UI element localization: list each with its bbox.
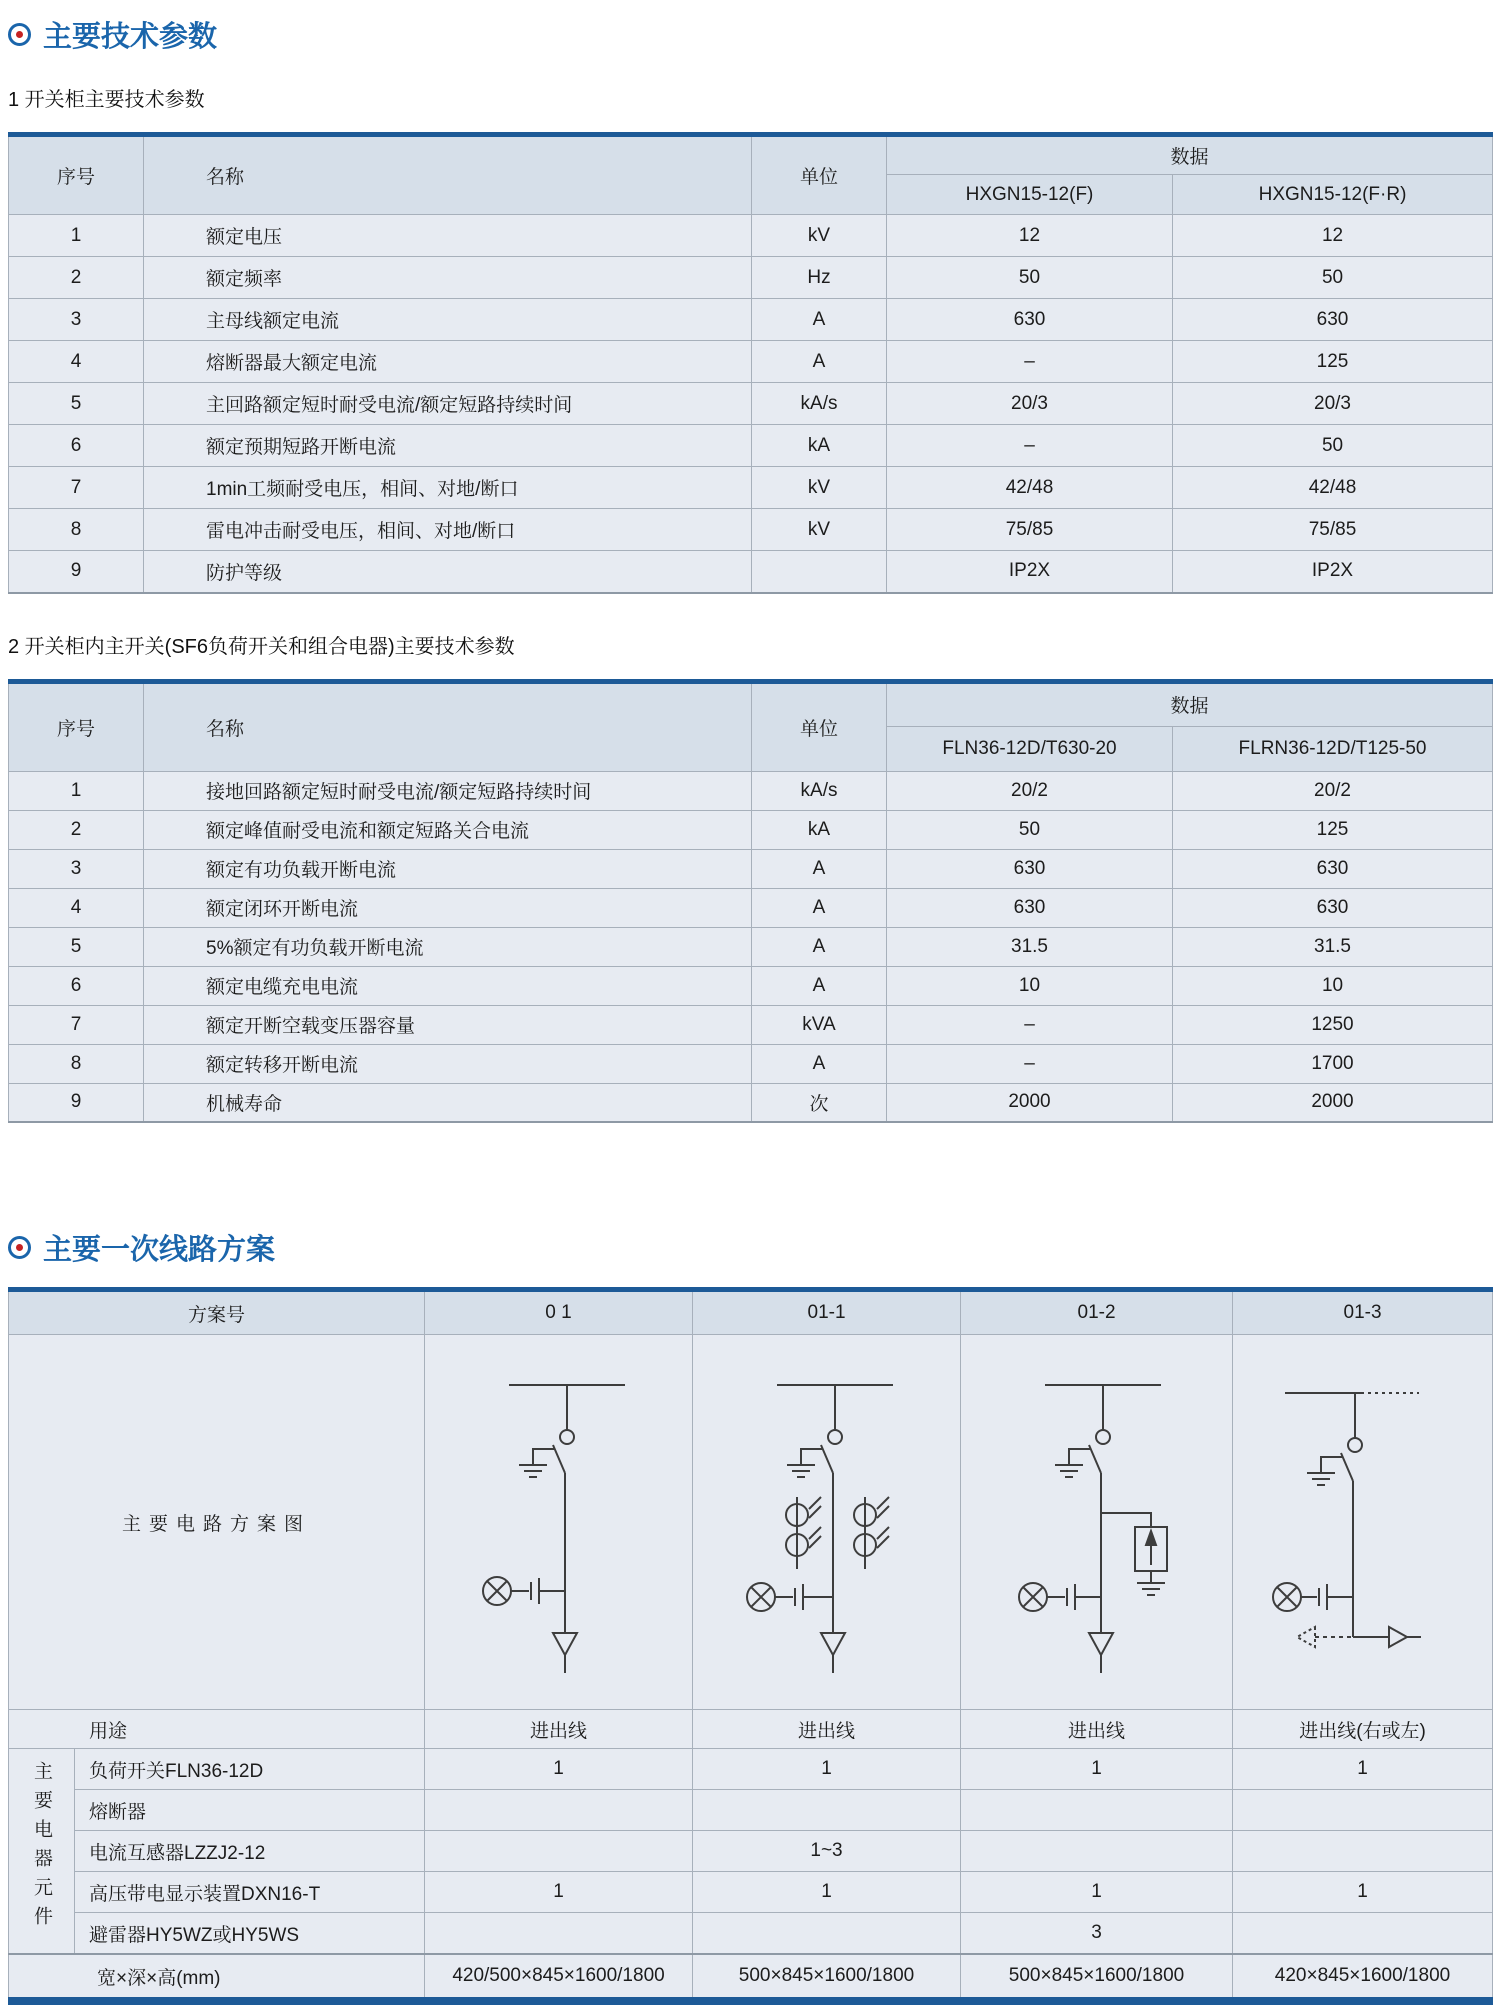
row-value-2: 125 <box>1173 341 1493 383</box>
row-value-1: 50 <box>887 257 1173 299</box>
row-name: 熔断器最大额定电流 <box>144 341 752 383</box>
table-row <box>9 257 1493 299</box>
diagram-cell-01-2 <box>961 1335 1233 1710</box>
component-qty: 1 <box>425 1872 693 1913</box>
earth-switch-symbol <box>1307 1457 1342 1485</box>
table1-caption: 1 开关柜主要技术参数 <box>8 89 205 111</box>
usage-value: 进出线 <box>961 1710 1233 1749</box>
outgoing-arrow <box>553 1633 577 1673</box>
table2-header-model1: FLN36-12D/T630-20 <box>887 726 1173 771</box>
component-qty: 3 <box>961 1913 1233 1955</box>
row-value-2: 2000 <box>1173 1083 1493 1122</box>
row-name: 主回路额定短时耐受电流/额定短路持续时间 <box>144 383 752 425</box>
row-unit: kV <box>752 467 887 509</box>
load-switch-symbol <box>821 1430 842 1473</box>
voltage-indicator-symbol <box>483 1577 565 1605</box>
table-row <box>9 467 1493 509</box>
usage-value: 进出线 <box>693 1710 961 1749</box>
circuit-diagram-01-1 <box>693 1335 961 1709</box>
row-value-1: 630 <box>887 849 1173 888</box>
row-no: 3 <box>9 299 144 341</box>
row-value-1: – <box>887 1044 1173 1083</box>
scheme-col-01-3: 01-3 <box>1233 1290 1493 1335</box>
row-unit: 次 <box>752 1083 887 1122</box>
row-value-1: 630 <box>887 888 1173 927</box>
section-title-text: 主要技术参数 <box>43 21 218 53</box>
component-qty: 1~3 <box>693 1831 961 1872</box>
earth-switch-symbol <box>519 1449 554 1477</box>
row-no: 9 <box>9 1083 144 1122</box>
row-value-1: 75/85 <box>887 509 1173 551</box>
row-value-2: 12 <box>1173 215 1493 257</box>
switchgear-params-table <box>8 132 1493 594</box>
dimensions-value: 500×845×1600/1800 <box>693 1954 961 2001</box>
row-value-2: 630 <box>1173 849 1493 888</box>
table-row <box>9 341 1493 383</box>
row-no: 5 <box>9 927 144 966</box>
row-value-1: 50 <box>887 810 1173 849</box>
section-title-tech-params <box>8 0 1492 55</box>
row-value-1: 20/2 <box>887 771 1173 810</box>
row-name: 额定有功负载开断电流 <box>144 849 752 888</box>
row-value-1: 10 <box>887 966 1173 1005</box>
row-unit: A <box>752 341 887 383</box>
row-no: 9 <box>9 551 144 593</box>
dimensions-value: 500×845×1600/1800 <box>961 1954 1233 2001</box>
diagram-row <box>9 1335 1493 1710</box>
row-unit: A <box>752 299 887 341</box>
row-no: 6 <box>9 425 144 467</box>
row-value-2: 1700 <box>1173 1044 1493 1083</box>
component-qty <box>961 1831 1233 1872</box>
row-no: 2 <box>9 810 144 849</box>
component-row <box>9 1831 1493 1872</box>
row-value-2: 20/3 <box>1173 383 1493 425</box>
row-no: 4 <box>9 888 144 927</box>
table-row <box>9 1044 1493 1083</box>
row-value-1: IP2X <box>887 551 1173 593</box>
table-row <box>9 810 1493 849</box>
row-value-2: 10 <box>1173 966 1493 1005</box>
scheme-col-01-2: 01-2 <box>961 1290 1233 1335</box>
table1-header-model2: HXGN15-12(F·R) <box>1173 175 1493 215</box>
load-switch-symbol <box>1341 1438 1362 1481</box>
table1-header-name: 名称 <box>144 135 752 215</box>
row-unit: kV <box>752 215 887 257</box>
row-no: 8 <box>9 1044 144 1083</box>
dimensions-label: 宽×深×高(mm) <box>9 1954 425 2001</box>
voltage-indicator-symbol <box>747 1583 833 1611</box>
row-name: 1min工频耐受电压，相间、对地/断口 <box>144 467 752 509</box>
table1-header-no: 序号 <box>9 135 144 215</box>
bullet-dot <box>16 31 23 38</box>
component-row <box>9 1913 1493 1955</box>
row-name: 5%额定有功负载开断电流 <box>144 927 752 966</box>
row-unit <box>752 551 887 593</box>
table-row <box>9 551 1493 593</box>
row-unit: kA/s <box>752 383 887 425</box>
usage-row <box>9 1710 1493 1749</box>
diagram-cell-01-1 <box>693 1335 961 1710</box>
table-row <box>9 927 1493 966</box>
bullet-dot <box>16 1244 23 1251</box>
component-qty: 1 <box>1233 1872 1493 1913</box>
row-unit: A <box>752 1044 887 1083</box>
row-name: 防护等级 <box>144 551 752 593</box>
usage-value: 进出线(右或左) <box>1233 1710 1493 1749</box>
row-value-2: 630 <box>1173 888 1493 927</box>
component-name: 电流互感器LZZJ2-12 <box>75 1831 425 1872</box>
row-no: 8 <box>9 509 144 551</box>
row-value-2: 125 <box>1173 810 1493 849</box>
row-name: 额定峰值耐受电流和额定短路关合电流 <box>144 810 752 849</box>
row-value-2: 50 <box>1173 425 1493 467</box>
row-no: 4 <box>9 341 144 383</box>
earth-switch-symbol <box>787 1449 822 1477</box>
table-row <box>9 509 1493 551</box>
component-qty <box>1233 1790 1493 1831</box>
table2-header-model2: FLRN36-12D/T125-50 <box>1173 726 1493 771</box>
circuit-diagram-01-3 <box>1233 1335 1493 1709</box>
table2-header-data: 数据 <box>887 681 1493 726</box>
row-value-1: – <box>887 425 1173 467</box>
row-unit: kA <box>752 425 887 467</box>
diagram-cell-01 <box>425 1335 693 1710</box>
component-qty <box>693 1790 961 1831</box>
scheme-col-01-1: 01-1 <box>693 1290 961 1335</box>
row-unit: Hz <box>752 257 887 299</box>
row-unit: kVA <box>752 1005 887 1044</box>
table-header-row <box>9 681 1493 726</box>
row-value-2: 630 <box>1173 299 1493 341</box>
row-unit: kV <box>752 509 887 551</box>
row-no: 2 <box>9 257 144 299</box>
component-qty: 1 <box>693 1872 961 1913</box>
component-row <box>9 1749 1493 1790</box>
component-qty: 1 <box>961 1872 1233 1913</box>
dimensions-value: 420×845×1600/1800 <box>1233 1954 1493 2001</box>
row-value-1: 42/48 <box>887 467 1173 509</box>
primary-scheme-table <box>8 1287 1493 2005</box>
table-row <box>9 1083 1493 1122</box>
row-value-1: 630 <box>887 299 1173 341</box>
diagram-cell-01-3 <box>1233 1335 1493 1710</box>
component-qty <box>1233 1831 1493 1872</box>
target-bullet-icon <box>8 1236 31 1259</box>
row-name: 额定频率 <box>144 257 752 299</box>
row-value-1: 2000 <box>887 1083 1173 1122</box>
table2-header-unit: 单位 <box>752 681 887 771</box>
component-qty <box>1233 1913 1493 1955</box>
component-row <box>9 1872 1493 1913</box>
row-unit: A <box>752 888 887 927</box>
table1-header-data: 数据 <box>887 135 1493 175</box>
section-title-primary-schemes <box>8 1227 1492 1268</box>
row-no: 6 <box>9 966 144 1005</box>
row-no: 7 <box>9 1005 144 1044</box>
row-no: 7 <box>9 467 144 509</box>
row-name: 雷电冲击耐受电压，相间、对地/断口 <box>144 509 752 551</box>
component-name: 负荷开关FLN36-12D <box>75 1749 425 1790</box>
table-row <box>9 849 1493 888</box>
row-value-1: 12 <box>887 215 1173 257</box>
row-unit: A <box>752 927 887 966</box>
component-qty <box>425 1831 693 1872</box>
table-row <box>9 215 1493 257</box>
table2-caption: 2 开关柜内主开关(SF6负荷开关和组合电器)主要技术参数 <box>8 635 515 658</box>
main-switch-params-table <box>8 679 1493 1124</box>
component-name: 高压带电显示装置DXN16-T <box>75 1872 425 1913</box>
table-row <box>9 299 1493 341</box>
outgoing-arrow-left-right <box>1297 1627 1421 1647</box>
component-qty <box>425 1913 693 1955</box>
row-value-2: 20/2 <box>1173 771 1493 810</box>
component-qty: 1 <box>961 1749 1233 1790</box>
scheme-no-label: 方案号 <box>9 1290 425 1335</box>
load-switch-symbol <box>1089 1430 1110 1473</box>
load-switch-symbol <box>553 1430 574 1473</box>
component-qty <box>693 1913 961 1955</box>
circuit-diagram-01 <box>425 1335 693 1709</box>
row-value-1: – <box>887 341 1173 383</box>
row-no: 1 <box>9 771 144 810</box>
row-value-2: IP2X <box>1173 551 1493 593</box>
busbar <box>1285 1393 1419 1438</box>
outgoing-arrow <box>821 1633 845 1673</box>
busbar <box>509 1385 625 1430</box>
usage-value: 进出线 <box>425 1710 693 1749</box>
row-no: 3 <box>9 849 144 888</box>
table-row <box>9 888 1493 927</box>
row-value-2: 42/48 <box>1173 467 1493 509</box>
diagram-row-label: 主要电路方案图 <box>9 1335 425 1710</box>
component-name: 避雷器HY5WZ或HY5WS <box>75 1913 425 1955</box>
earth-switch-symbol <box>1055 1449 1090 1477</box>
row-name: 额定开断空载变压器容量 <box>144 1005 752 1044</box>
current-transformer-right <box>854 1497 889 1569</box>
row-unit: A <box>752 849 887 888</box>
table-row <box>9 383 1493 425</box>
row-value-1: 20/3 <box>887 383 1173 425</box>
row-value-1: – <box>887 1005 1173 1044</box>
row-unit: kA/s <box>752 771 887 810</box>
row-name: 额定电压 <box>144 215 752 257</box>
target-bullet-icon <box>8 23 31 46</box>
circuit-diagram-01-2 <box>961 1335 1233 1709</box>
busbar <box>777 1385 893 1430</box>
dimensions-row <box>9 1954 1493 2001</box>
table-row <box>9 425 1493 467</box>
voltage-indicator-symbol <box>1273 1583 1353 1611</box>
component-group-label: 主要电器元件 <box>9 1749 75 1955</box>
component-name: 熔断器 <box>75 1790 425 1831</box>
row-name: 额定预期短路开断电流 <box>144 425 752 467</box>
table-row <box>9 1005 1493 1044</box>
row-name: 额定电缆充电电流 <box>144 966 752 1005</box>
component-qty: 1 <box>693 1749 961 1790</box>
dimensions-value: 420/500×845×1600/1800 <box>425 1954 693 2001</box>
row-name: 主母线额定电流 <box>144 299 752 341</box>
surge-arrester-symbol <box>1101 1513 1167 1595</box>
table1-header-model1: HXGN15-12(F) <box>887 175 1173 215</box>
table2-header-no: 序号 <box>9 681 144 771</box>
outgoing-arrow <box>1089 1633 1113 1673</box>
row-no: 5 <box>9 383 144 425</box>
row-value-2: 31.5 <box>1173 927 1493 966</box>
row-name: 额定转移开断电流 <box>144 1044 752 1083</box>
voltage-indicator-symbol <box>1019 1583 1101 1611</box>
table-header-row <box>9 135 1493 175</box>
row-name: 接地回路额定短时耐受电流/额定短路持续时间 <box>144 771 752 810</box>
section-title-text: 主要一次线路方案 <box>43 1234 276 1266</box>
row-unit: A <box>752 966 887 1005</box>
row-value-2: 50 <box>1173 257 1493 299</box>
component-qty: 1 <box>1233 1749 1493 1790</box>
component-qty <box>425 1790 693 1831</box>
table-row <box>9 966 1493 1005</box>
table1-header-unit: 单位 <box>752 135 887 215</box>
busbar <box>1045 1385 1161 1430</box>
table-row <box>9 771 1493 810</box>
scheme-header-row <box>9 1290 1493 1335</box>
row-no: 1 <box>9 215 144 257</box>
row-value-1: 31.5 <box>887 927 1173 966</box>
row-value-2: 75/85 <box>1173 509 1493 551</box>
row-unit: kA <box>752 810 887 849</box>
row-name: 额定闭环开断电流 <box>144 888 752 927</box>
component-qty: 1 <box>425 1749 693 1790</box>
component-row <box>9 1790 1493 1831</box>
row-value-2: 1250 <box>1173 1005 1493 1044</box>
scheme-col-01: 0 1 <box>425 1290 693 1335</box>
row-name: 机械寿命 <box>144 1083 752 1122</box>
current-transformer-left <box>786 1497 821 1569</box>
usage-label: 用途 <box>9 1710 425 1749</box>
table2-header-name: 名称 <box>144 681 752 771</box>
component-qty <box>961 1790 1233 1831</box>
